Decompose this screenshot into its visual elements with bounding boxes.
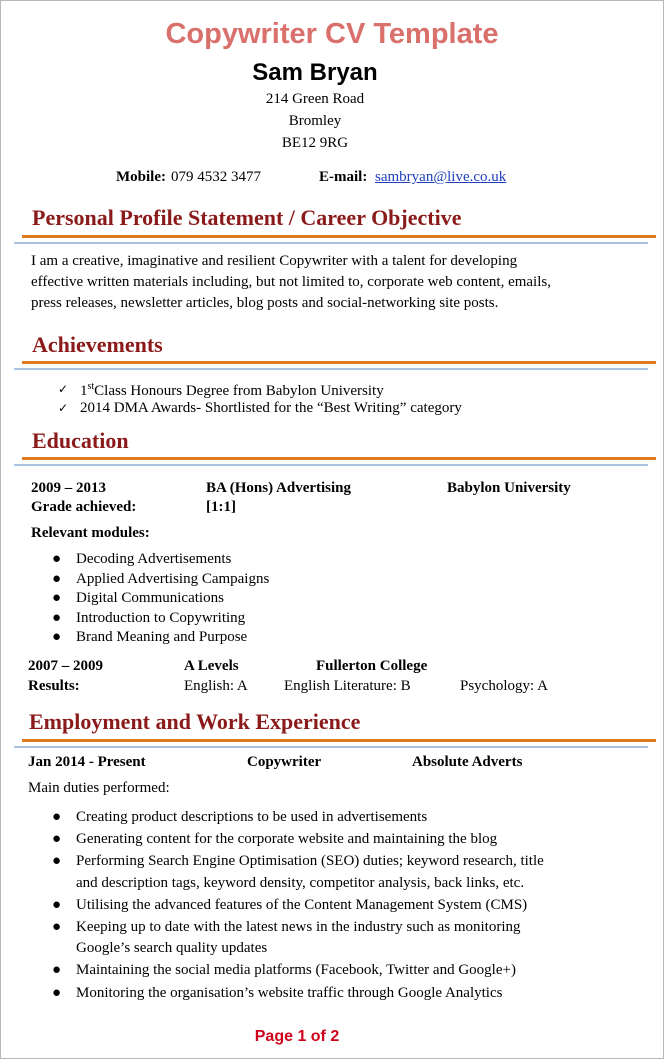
duty-item xyxy=(52,919,521,936)
achievements-heading: Achievements xyxy=(32,332,163,357)
degree-years: 2009 – 2013 xyxy=(31,480,106,496)
duty-text: Utilising the advanced features of the Content Management System (CMS) xyxy=(76,897,528,913)
job-role: Copywriter xyxy=(247,754,322,770)
mobile-value: 079 4532 3477 xyxy=(171,169,261,185)
duty-item xyxy=(52,897,528,914)
list-item xyxy=(52,550,269,570)
duty-text: Generating content for the corporate website and maintaining the blog xyxy=(76,831,498,847)
email-label: E-mail: xyxy=(319,169,368,185)
list-item xyxy=(52,609,269,629)
profile-line-2: effective written materials including, but not limited to, corporate web content, emails, xyxy=(31,274,551,290)
section-rule xyxy=(22,739,656,742)
duty-text-continued: Google’s search quality updates xyxy=(76,940,268,956)
mobile-label: Mobile: xyxy=(116,169,166,185)
module-text: Applied Advertising Campaigns xyxy=(76,570,270,587)
list-item xyxy=(52,570,270,590)
duty-item xyxy=(52,962,516,979)
profile-line-1: I am a creative, imaginative and resilient Copywriter with a talent for developing xyxy=(31,253,518,269)
duty-text-continued: and description tags, keyword density, competitor analysis, back links, etc. xyxy=(76,875,525,891)
duty-item xyxy=(52,809,428,826)
duties-label: Main duties performed: xyxy=(28,780,170,796)
duty-text: Performing Search Engine Optimisation (SEO) duties; keyword research, title xyxy=(76,853,544,869)
degree-institution: Babylon University xyxy=(447,480,571,496)
address-line-2: Bromley xyxy=(288,113,342,129)
result-english: English: A xyxy=(184,678,248,694)
alevel-qualification: A Levels xyxy=(184,658,239,674)
achievement-superscript: st xyxy=(87,381,95,392)
bullet-icon: ● xyxy=(52,590,62,607)
section-rule-accent xyxy=(14,368,648,370)
results-label: Results: xyxy=(28,678,80,694)
bullet-icon: ● xyxy=(52,985,62,1001)
alevel-years: 2007 – 2009 xyxy=(28,658,103,674)
duty-item xyxy=(52,985,503,1002)
achievement-number: 1 xyxy=(80,383,88,399)
duty-text: Monitoring the organisation’s website traffic through Google Analytics xyxy=(76,985,503,1001)
document-title: Copywriter CV Template xyxy=(165,18,499,50)
bullet-icon: ● xyxy=(52,551,62,567)
result-english-literature: English Literature: B xyxy=(284,678,411,694)
modules-list xyxy=(52,550,270,648)
bullet-icon: ● xyxy=(52,853,62,869)
duty-text: Maintaining the social media platforms (Facebook, Twitter and Google+) xyxy=(76,962,516,978)
achievement-item xyxy=(58,381,384,400)
list-item xyxy=(52,628,269,648)
achievement-item xyxy=(58,400,462,417)
duty-text: Creating product descriptions to be used in advertisements xyxy=(76,809,428,825)
alevel-institution: Fullerton College xyxy=(316,658,428,674)
section-rule xyxy=(22,457,656,460)
section-rule-accent xyxy=(14,746,648,748)
candidate-name: Sam Bryan xyxy=(252,59,378,86)
bullet-icon: ● xyxy=(52,809,62,825)
email-link[interactable]: sambryan@live.co.uk xyxy=(375,169,507,185)
result-psychology: Psychology: A xyxy=(460,678,548,694)
checkmark-icon: ✓ xyxy=(58,382,69,396)
bullet-icon: ● xyxy=(52,919,62,935)
module-text: Introduction to Copywriting xyxy=(76,609,246,626)
section-rule xyxy=(22,235,656,238)
list-item xyxy=(52,589,269,609)
education-heading: Education xyxy=(32,428,129,453)
duty-text: Keeping up to date with the latest news in the industry such as monitoring xyxy=(76,919,521,935)
bullet-icon: ● xyxy=(52,831,62,847)
job-company: Absolute Adverts xyxy=(412,754,523,770)
bullet-icon: ● xyxy=(52,629,62,646)
grade-label: Grade achieved: xyxy=(31,499,137,515)
duty-item xyxy=(52,853,544,870)
section-rule xyxy=(22,361,656,364)
bullet-icon: ● xyxy=(52,609,62,626)
bullet-icon: ● xyxy=(52,570,62,587)
achievement-text: 2014 DMA Awards- Shortlisted for the “Best Writing” category xyxy=(80,400,462,416)
module-text: Decoding Advertisements xyxy=(76,551,232,567)
bullet-icon: ● xyxy=(52,897,62,913)
modules-label: Relevant modules: xyxy=(31,525,150,541)
address-line-1: 214 Green Road xyxy=(265,91,365,107)
checkmark-icon: ✓ xyxy=(58,401,69,415)
bullet-icon: ● xyxy=(52,962,62,978)
achievement-text: Class Honours Degree from Babylon University xyxy=(94,383,384,399)
degree-qualification: BA (Hons) Advertising xyxy=(206,480,352,496)
page-number: Page 1 of 2 xyxy=(254,1028,340,1045)
address-line-3: BE12 9RG xyxy=(281,135,349,151)
grade-value: [1:1] xyxy=(206,499,236,515)
module-text: Brand Meaning and Purpose xyxy=(76,629,248,646)
duty-item xyxy=(52,831,498,848)
module-text: Digital Communications xyxy=(76,590,224,607)
job-period: Jan 2014 - Present xyxy=(28,754,146,770)
profile-line-3: press releases, newsletter articles, blog posts and social-networking site posts. xyxy=(31,295,499,311)
employment-heading: Employment and Work Experience xyxy=(29,709,361,734)
section-rule-accent xyxy=(14,464,648,466)
profile-heading: Personal Profile Statement / Career Objective xyxy=(32,205,462,230)
section-rule-accent xyxy=(14,242,648,244)
